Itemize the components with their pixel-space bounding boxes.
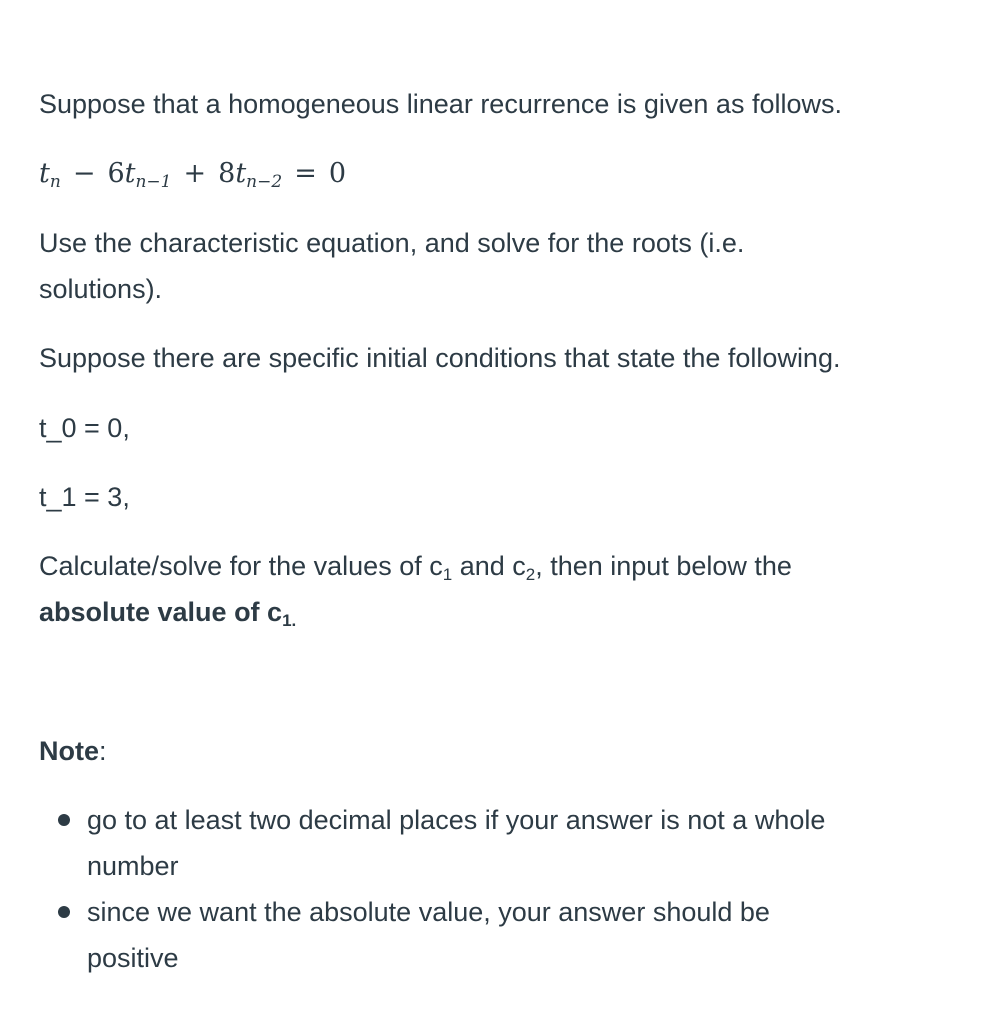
- instruction-line-1: Use the characteristic equation, and solve for the roots (i.e.: [39, 228, 745, 258]
- note-item: [39, 797, 939, 889]
- note-item: [39, 889, 939, 981]
- calc-part1: Calculate/solve for the values of c: [39, 551, 443, 581]
- eq-rhs: 0: [328, 158, 346, 189]
- note-title: Note: [39, 736, 99, 766]
- calc-part2: and c: [452, 551, 526, 581]
- note-item-line2: number: [87, 851, 179, 881]
- eq-term-t: t: [39, 158, 50, 189]
- note-heading: [39, 728, 107, 774]
- note-colon: :: [99, 736, 107, 766]
- intro-text: Suppose that a homogeneous linear recurrence is given as follows.: [39, 89, 842, 119]
- calc-bold-line: [39, 589, 296, 635]
- initial-condition-t1: t_1 = 3,: [39, 482, 130, 512]
- eq-sub-n-1: n−1: [135, 172, 172, 192]
- calc-bold-sub: 1.: [282, 611, 297, 630]
- initial-condition-t0: t_0 = 0,: [39, 413, 130, 443]
- eq-plus: +: [183, 158, 207, 189]
- bullet-icon: [58, 814, 70, 826]
- calc-sub1: 1: [442, 565, 453, 584]
- eq-term-t1: t: [124, 158, 136, 189]
- eq-coef2: 8: [218, 158, 236, 189]
- instruction-line-2: solutions).: [39, 274, 163, 304]
- bullet-icon: [58, 906, 70, 918]
- notes-list: [39, 797, 939, 981]
- eq-sub-n: n: [49, 172, 61, 192]
- recurrence-equation: [39, 151, 346, 197]
- note-item-line2: positive: [87, 943, 179, 973]
- calc-part3: , then input below the: [535, 551, 792, 581]
- eq-term-t2: t: [235, 158, 247, 189]
- eq-coef1: 6: [107, 158, 125, 189]
- calc-instruction: [39, 543, 792, 589]
- eq-minus: −: [72, 158, 96, 189]
- conditions-intro: Suppose there are specific initial conditions that state the following.: [39, 343, 841, 373]
- note-item-line1: go to at least two decimal places if your answer is not a whole: [87, 805, 826, 835]
- note-item-line1: since we want the absolute value, your answer should be: [87, 897, 770, 927]
- calc-bold-text: absolute value of c: [39, 597, 283, 627]
- calc-sub2: 2: [525, 565, 536, 584]
- eq-sub-n-2: n−2: [246, 172, 283, 192]
- eq-equals: =: [294, 158, 317, 189]
